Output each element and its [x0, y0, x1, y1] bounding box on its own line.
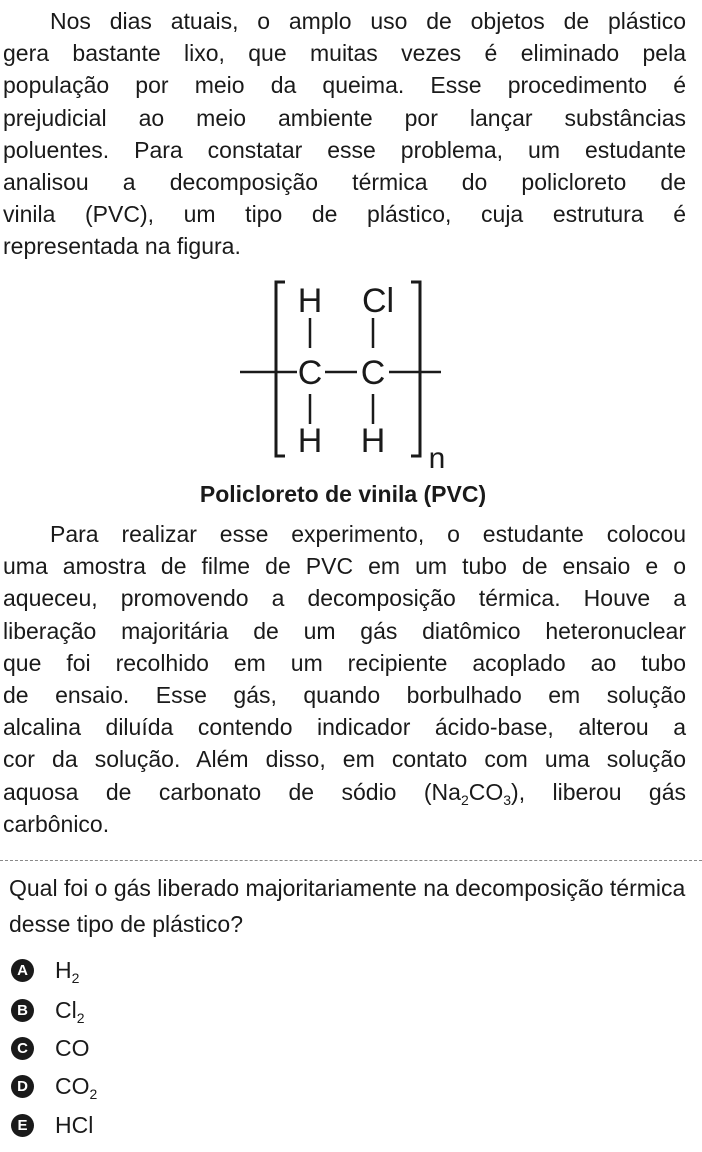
option-a[interactable]: [11, 955, 79, 985]
option-label: [55, 1035, 90, 1062]
formula-mid-text: CO: [468, 778, 504, 805]
formula-subscript: 2: [460, 791, 469, 808]
intro-line: vinila (PVC), um tipo de plástico, cuja estrutura é: [3, 201, 686, 228]
intro-line: prejudicial ao meio ambiente por lançar substâncias: [3, 104, 686, 131]
option-label: [55, 1112, 93, 1139]
option-label: [55, 997, 85, 1024]
option-e[interactable]: [11, 1110, 93, 1140]
option-letter-badge: A: [11, 959, 34, 982]
formula-subscript: 3: [503, 791, 512, 808]
experiment-line: uma amostra de filme de PVC em um tubo de ensaio e o: [3, 553, 686, 580]
option-formula: CO: [55, 1072, 90, 1099]
pvc-structure-diagram: [233, 276, 453, 476]
intro-line: analisou a decomposição térmica do policloreto de: [3, 169, 686, 196]
experiment-line: aqueceu, promovendo a decomposição térmica. Houve a: [3, 585, 686, 612]
intro-line: poluentes. Para constatar esse problema, um estudante: [3, 136, 686, 163]
section-divider: [0, 860, 702, 861]
option-letter-badge: D: [11, 1075, 34, 1098]
experiment-paragraph: [3, 518, 686, 840]
atom-top-right: Cl: [361, 282, 395, 320]
left-bracket: [276, 282, 285, 456]
atom-carbon-right: C: [360, 354, 386, 392]
option-subscript: 2: [76, 1009, 85, 1026]
experiment-line: que foi recolhido em um recipiente acoplado ao tubo: [3, 649, 686, 676]
option-c[interactable]: [11, 1033, 90, 1063]
option-label: [55, 957, 79, 984]
formula-post-text: ), liberou gás: [511, 778, 686, 805]
option-letter-badge: B: [11, 999, 34, 1022]
experiment-line: alcalina diluída contendo indicador ácido-base, alterou a: [3, 714, 686, 741]
option-label: [55, 1073, 97, 1100]
intro-line: Nos dias atuais, o amplo uso de objetos de plástico: [50, 8, 686, 34]
right-bracket: [411, 282, 420, 456]
option-subscript: 2: [71, 969, 80, 986]
atom-bottom-left: H: [297, 422, 323, 460]
option-formula: CO: [55, 1034, 90, 1061]
experiment-line: liberação majoritária de um gás diatômico heteronuclear: [3, 617, 686, 644]
experiment-line: Para realizar esse experimento, o estudante colocou: [50, 521, 686, 547]
atom-carbon-left: C: [297, 354, 323, 392]
option-letter-badge: C: [11, 1037, 34, 1060]
experiment-line: de ensaio. Esse gás, quando borbulhado em solução: [3, 682, 686, 709]
option-formula: Cl: [55, 996, 77, 1023]
option-formula: H: [55, 956, 72, 983]
option-letter-badge: E: [11, 1114, 34, 1137]
figure-caption: Policloreto de vinila (PVC): [199, 481, 487, 507]
experiment-line: carbônico.: [3, 810, 110, 837]
experiment-line: cor da solução. Além disso, em contato com uma solução: [3, 746, 686, 773]
intro-line: representada na figura.: [3, 233, 241, 260]
intro-line: população por meio da queima. Esse procedimento é: [3, 72, 686, 99]
formula-pre-text: aquosa de carbonato de sódio (Na: [3, 778, 461, 805]
option-formula: HCl: [55, 1111, 94, 1138]
repeat-subscript: n: [428, 442, 446, 475]
atom-top-left: H: [297, 282, 323, 320]
option-d[interactable]: [11, 1071, 97, 1101]
question-text: Qual foi o gás liberado majoritariamente na decomposição térmica desse tipo de plástico?: [9, 875, 686, 937]
option-subscript: 2: [89, 1085, 98, 1102]
experiment-line-formula: [3, 776, 686, 808]
option-b[interactable]: [11, 995, 85, 1025]
atom-bottom-right: H: [360, 422, 386, 460]
intro-paragraph: [3, 5, 686, 263]
intro-line: gera bastante lixo, que muitas vezes é eliminado pela: [3, 40, 686, 67]
